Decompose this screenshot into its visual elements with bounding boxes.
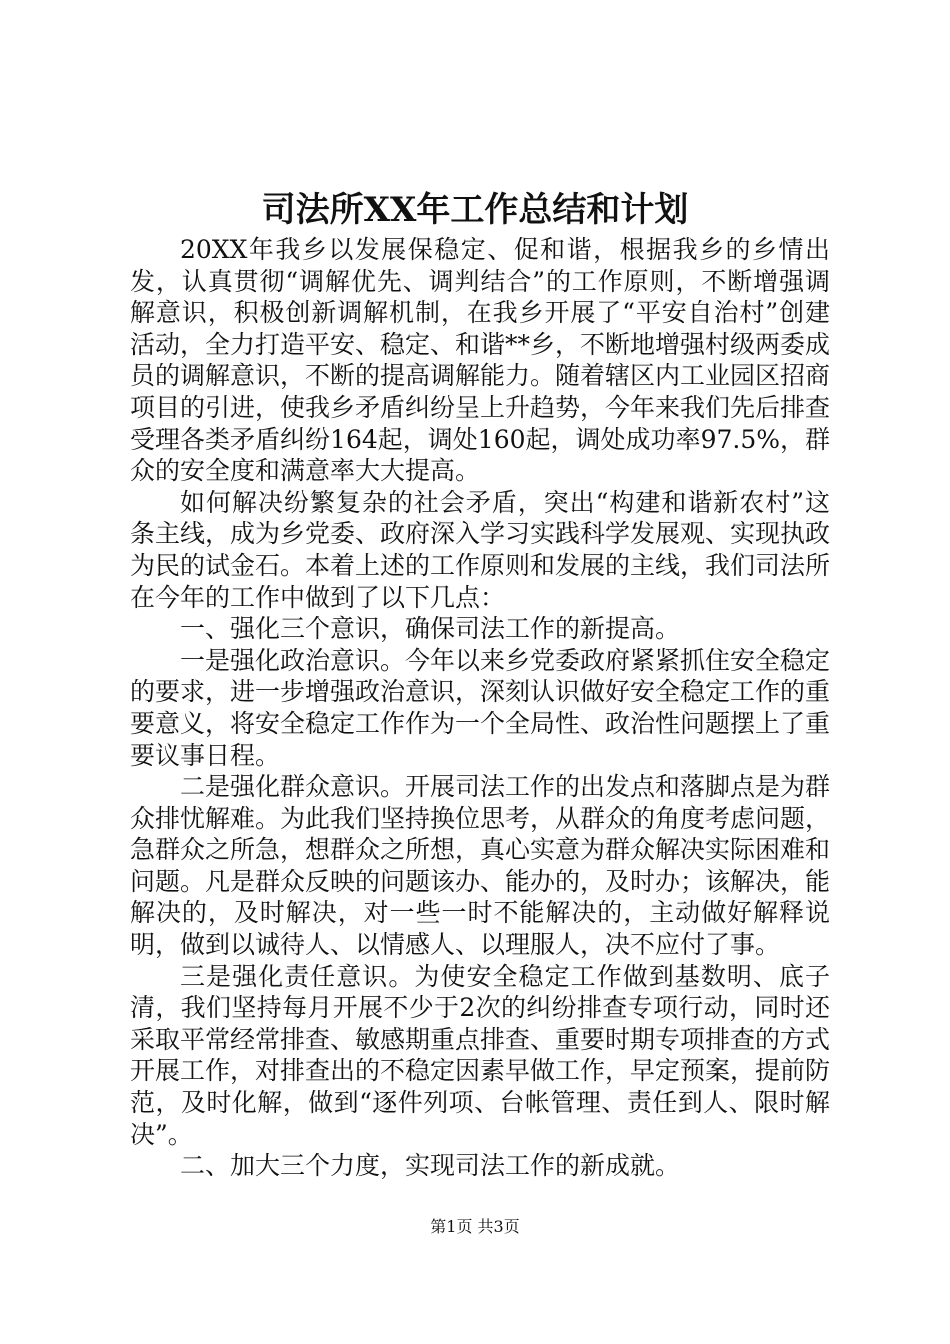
page-number-footer: 第1页 共3页 [430, 1217, 520, 1236]
paragraph-4: 二是强化群众意识。开展司法工作的出发点和落脚点是为群众排忧解难。为此我们坚持换位思考，从群众的角度考虑问题，急群众之所急，想群众之所想，真心实意为群众解决实际困难和问题。凡是群众反映的问题该办、能办的，及时办；该解决，能解决的，及时解决，对一些一时不能解决的，主动做好解释说明，做到以诚待人、以情感人、以理服人，决不应付了事。 [130, 772, 831, 960]
document-title: 司法所XX年工作总结和计划 [261, 190, 689, 230]
document-body [130, 234, 830, 1182]
paragraph-3: 一是强化政治意识。今年以来乡党委政府紧紧抓住安全稳定的要求，进一步增强政治意识，深刻认识做好安全稳定工作的重要意义，将安全稳定工作作为一个全局性、政治性问题摆上了重要议事日程。 [130, 645, 831, 770]
section-heading-1: 一、强化三个意识，确保司法工作的新提高。 [180, 614, 681, 644]
paragraph-5: 三是强化责任意识。为使安全稳定工作做到基数明、底子清，我们坚持每月开展不少于2次的纠纷排查专项行动，同时还采取平常经常排查、敏感期重点排查、重要时期专项排查的方式开展工作，对排查出的不稳定因素早做工作，早定预案，提前防范，及时化解，做到“逐件列项、台帐管理、责任到人、限时解决”。 [130, 961, 831, 1149]
paragraph-1: 20XX年我乡以发展保稳定、促和谐，根据我乡的乡情出发，认真贯彻“调解优先、调判结合”的工作原则，不断增强调解意识，积极创新调解机制，在我乡开展了“平安自治村”创建活动，全力打造平安、稳定、和谐**乡，不断地增强村级两委成员的调解意识，不断的提高调解能力。随着辖区内工业园区招商项目的引进，使我乡矛盾纠纷呈上升趋势，今年来我们先后排查受理各类矛盾纠纷164起，调处160起，调处成功率97.5%，群众的安全度和满意率大大提高。 [130, 235, 831, 486]
section-heading-2: 二、加大三个力度，实现司法工作的新成就。 [180, 1151, 681, 1181]
paragraph-2: 如何解决纷繁复杂的社会矛盾，突出“构建和谐新农村”这条主线，成为乡党委、政府深入学习实践科学发展观、实现执政为民的试金石。本着上述的工作原则和发展的主线，我们司法所在今年的工作中做到了以下几点： [130, 487, 831, 612]
